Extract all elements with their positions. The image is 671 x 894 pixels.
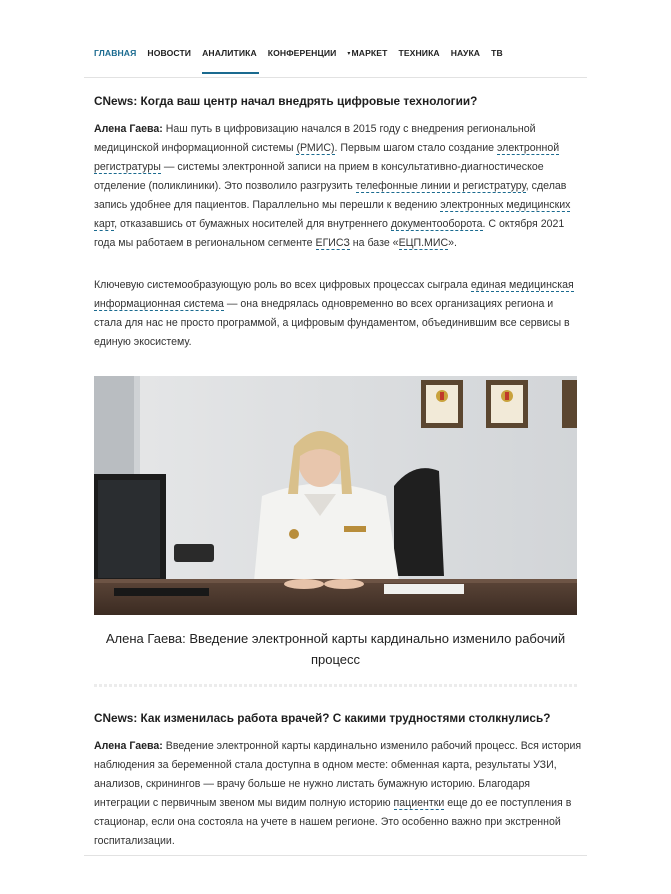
link-electronic-medical-records[interactable]: электронных медицинских карт	[94, 199, 571, 230]
link-ecp-mis[interactable]: ЕЦП.МИС	[398, 237, 449, 249]
link-electronic-registry[interactable]: электронной регистратуры	[94, 142, 560, 173]
link-patients[interactable]: пациентки	[393, 797, 445, 809]
article-photo	[94, 376, 577, 615]
speaker-name: Алена Гаева:	[94, 123, 163, 135]
nav-item-1[interactable]	[147, 48, 191, 58]
doctor-office-photo	[94, 376, 577, 615]
answer-paragraph-2: Алена Гаева: Введение электронной карты кардинально изменило рабочий процесс. Вся история наблюдения за беременной стала доступна в одном месте: обменная карта, результаты УЗИ, анализов, скринингов — врачу больше не нужно листать бумажную историю. Благодаря интеграции с первичным звеном мы видим полную историю пациентки еще до ее поступления в стационар, если она состояла на учете в нашем регионе. Это особенно важно при экстренной госпитализации.	[94, 740, 582, 847]
nav-item-label: ГЛАВНАЯ	[94, 48, 137, 58]
chevron-down-icon: ▾	[347, 51, 351, 57]
nav-item-label: ТВ	[491, 48, 503, 58]
question-heading-1: CNews: Когда ваш центр начал внедрять цифровые технологии?	[94, 94, 478, 108]
top-navigation	[84, 0, 587, 78]
nav-item-4[interactable]	[347, 48, 387, 58]
nav-item-label: АНАЛИТИКА	[202, 48, 257, 58]
nav-item-3[interactable]	[268, 48, 337, 58]
nav-item-label: НАУКА	[450, 48, 481, 58]
link-egisz[interactable]: ЕГИСЗ	[315, 237, 350, 249]
nav-item-0[interactable]	[94, 48, 136, 58]
question-heading-2: CNews: Как изменилась работа врачей? С какими трудностями столкнулись?	[94, 711, 551, 725]
link-phone-lines[interactable]: телефонные линии и регистратуру	[355, 180, 526, 192]
link-document-flow[interactable]: документооборота	[390, 218, 483, 230]
nav-item-5[interactable]	[398, 48, 439, 58]
nav-item-label: НОВОСТИ	[147, 48, 192, 58]
nav-item-7[interactable]	[491, 48, 503, 58]
section-divider	[94, 684, 577, 687]
link-rmis[interactable]: (РМИС)	[296, 142, 335, 154]
photo-caption: Алена Гаева: Введение электронной карты кардинально изменило рабочий процесс	[105, 631, 566, 667]
nav-item-label: ТЕХНИКА	[398, 48, 440, 58]
bottom-divider	[84, 855, 587, 856]
nav-menu	[94, 48, 514, 58]
paragraph-2: Ключевую системообразующую роль во всех цифровых процессах сыграла единая медицинская информационная система — она внедрялась одновременно во всех организациях региона и стала для нас не просто программой, а цифровым фундаментом, объединившим все сервисы в единую экосистему.	[94, 279, 574, 348]
nav-item-label: МАРКЕТ	[351, 48, 388, 58]
article-page	[84, 0, 587, 847]
speaker-name: Алена Гаева:	[94, 740, 163, 752]
active-tab-underline	[202, 72, 259, 74]
nav-item-6[interactable]	[451, 48, 480, 58]
link-unified-mis[interactable]: единая медицинская информационная система	[94, 279, 574, 310]
answer-paragraph-1: Алена Гаева: Наш путь в цифровизацию начался в 2015 году с внедрения региональной медицинской информационной системы (РМИС). Первым шагом стало создание электронной регистратуры — системы электронной записи на прием в консультативно-диагностическое отделение (поликлиники). Это позволило разгрузить телефонные линии и регистратуру, сделав запись удобнее для пациентов. Параллельно мы перешли к ведению электронных медицинских карт, отказавшись от бумажных носителей для внутреннего документооборота. С октября 2021 года мы работаем в региональном сегменте ЕГИСЗ на базе «ЕЦП.МИС».	[94, 123, 571, 249]
nav-item-label: КОНФЕРЕНЦИИ	[267, 48, 337, 58]
nav-item-2[interactable]	[202, 48, 257, 58]
